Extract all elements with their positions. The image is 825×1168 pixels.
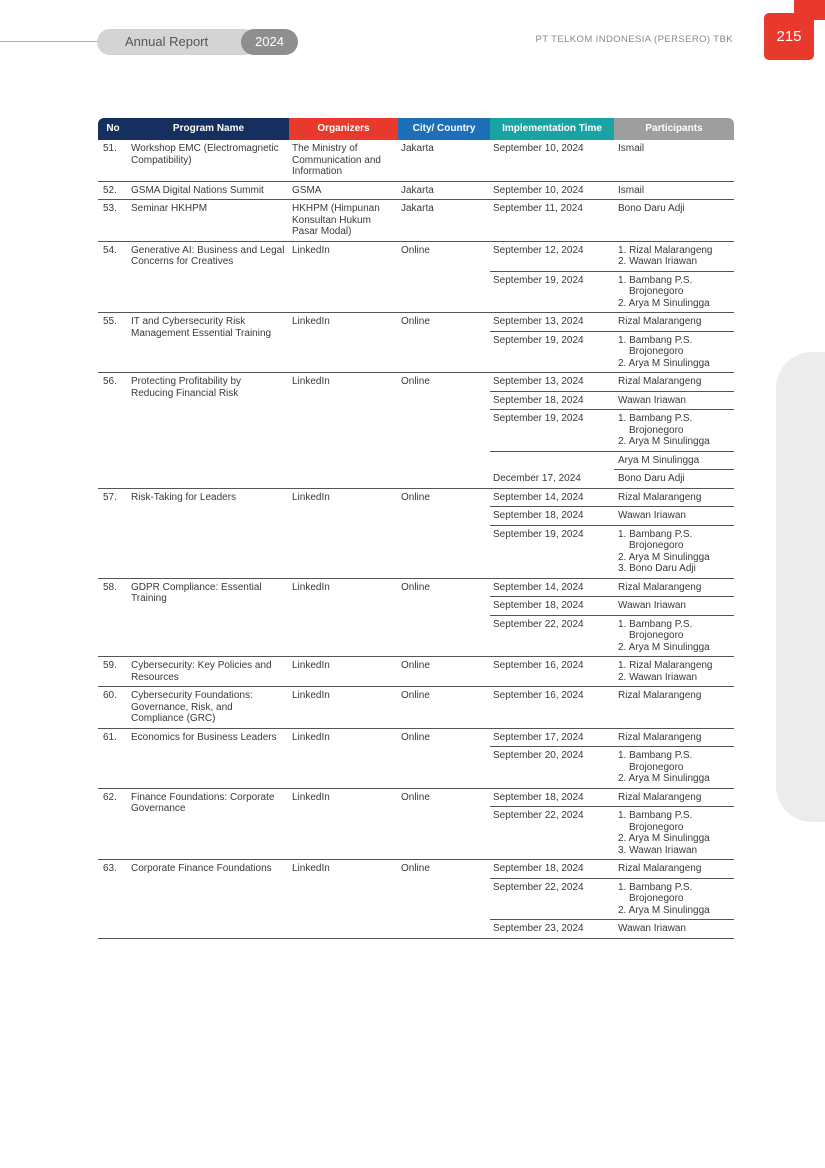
table-row	[98, 182, 734, 201]
participant-name: 3. Bono Daru Adji	[618, 563, 696, 574]
participants	[614, 392, 734, 411]
participants	[614, 200, 734, 242]
participant-name: Arya M Sinulingga	[618, 454, 700, 466]
report-year: 2024	[241, 29, 298, 55]
participants	[614, 182, 734, 201]
participants	[614, 597, 734, 616]
city-country: Jakarta	[398, 200, 490, 242]
city-country: Online	[398, 313, 490, 373]
program-name: Economics for Business Leaders	[128, 729, 289, 789]
program-name: Finance Foundations: Corporate Governance	[128, 789, 289, 861]
header-organizers: Organizers	[289, 118, 398, 140]
city-country: Online	[398, 579, 490, 658]
header-rule	[0, 41, 110, 42]
implementation-time: September 22, 2024	[490, 616, 614, 658]
participants	[614, 332, 734, 374]
city-country: Online	[398, 789, 490, 861]
participant-name: 1. Bambang P.S. Brojonegoro	[618, 274, 693, 297]
participant-name: 2. Arya M Sinulingga	[618, 436, 710, 447]
participant-name: Wawan Iriawan	[618, 510, 686, 521]
participant-name: 1. Bambang P.S. Brojonegoro	[618, 618, 693, 641]
training-table	[98, 118, 734, 939]
organizer: LinkedIn	[289, 657, 398, 687]
participant-name: 1. Bambang P.S. Brojonegoro	[618, 810, 693, 833]
organizer: GSMA	[289, 182, 398, 201]
row-number: 63.	[98, 860, 128, 939]
participant-name: 2. Wawan Iriawan	[618, 256, 698, 267]
table-row	[98, 313, 734, 332]
city-country: Jakarta	[398, 140, 490, 182]
program-name: GDPR Compliance: Essential Training	[128, 579, 289, 658]
participants	[614, 373, 734, 392]
participant-name: Rizal Malarangeng	[618, 690, 702, 701]
organizer: LinkedIn	[289, 313, 398, 373]
participant-name: 2. Arya M Sinulingga	[618, 551, 710, 563]
page-number: 215	[764, 13, 814, 60]
participants	[614, 470, 734, 489]
participants	[614, 807, 734, 860]
city-country: Online	[398, 860, 490, 939]
participant-name: Rizal Malarangeng	[618, 376, 702, 387]
table-body	[98, 140, 734, 939]
city-country: Online	[398, 373, 490, 489]
implementation-time: September 19, 2024	[490, 410, 614, 452]
program-name: GSMA Digital Nations Summit	[128, 182, 289, 201]
program-name: Corporate Finance Foundations	[128, 860, 289, 939]
participants	[614, 452, 734, 471]
participant-name: 1. Rizal Malarangeng	[618, 660, 713, 671]
participants	[614, 410, 734, 452]
city-country: Online	[398, 489, 490, 579]
row-number: 57.	[98, 489, 128, 579]
table-row	[98, 489, 734, 508]
city-country: Online	[398, 242, 490, 314]
city-country: Online	[398, 729, 490, 789]
header-city-country: City/ Country	[398, 118, 490, 140]
organizer: LinkedIn	[289, 687, 398, 729]
annual-report-label: Annual Report	[97, 29, 257, 55]
city-country: Online	[398, 687, 490, 729]
row-number: 61.	[98, 729, 128, 789]
program-name: Cybersecurity Foundations: Governance, Risk, and Compliance (GRC)	[128, 687, 289, 729]
implementation-time: September 18, 2024	[490, 392, 614, 411]
implementation-time: September 16, 2024	[490, 687, 614, 729]
implementation-time: September 10, 2024	[490, 140, 614, 182]
participants	[614, 489, 734, 508]
implementation-time: September 20, 2024	[490, 747, 614, 789]
implementation-time: September 18, 2024	[490, 507, 614, 526]
participant-name: 1. Bambang P.S. Brojonegoro	[618, 413, 693, 436]
row-number: 52.	[98, 182, 128, 201]
participants	[614, 272, 734, 314]
row-number: 56.	[98, 373, 128, 489]
participants	[614, 507, 734, 526]
city-country: Online	[398, 657, 490, 687]
participant-name: Rizal Malarangeng	[618, 316, 702, 327]
organizer: LinkedIn	[289, 489, 398, 579]
participant-name: Ismail	[618, 184, 645, 196]
participants	[614, 687, 734, 729]
implementation-time: September 19, 2024	[490, 332, 614, 374]
participant-name: 2. Arya M Sinulingga	[618, 641, 710, 653]
implementation-time: September 18, 2024	[490, 860, 614, 879]
participants	[614, 920, 734, 939]
participant-name: Rizal Malarangeng	[618, 581, 702, 593]
implementation-time: September 19, 2024	[490, 272, 614, 314]
participant-name: Rizal Malarangeng	[618, 791, 702, 803]
participants	[614, 526, 734, 579]
participants	[614, 242, 734, 272]
program-name: Seminar HKHPM	[128, 200, 289, 242]
participant-name: Rizal Malarangeng	[618, 731, 702, 743]
implementation-time: September 11, 2024	[490, 200, 614, 242]
participant-name: 2. Arya M Sinulingga	[618, 297, 710, 309]
implementation-time: September 17, 2024	[490, 729, 614, 748]
organizer: LinkedIn	[289, 729, 398, 789]
participants	[614, 140, 734, 182]
implementation-time: September 16, 2024	[490, 657, 614, 687]
header-participants: Participants	[614, 118, 734, 140]
table-row	[98, 657, 734, 687]
program-name: Risk-Taking for Leaders	[128, 489, 289, 579]
implementation-time: September 14, 2024	[490, 489, 614, 508]
row-number: 60.	[98, 687, 128, 729]
implementation-time: September 13, 2024	[490, 373, 614, 392]
implementation-time: September 13, 2024	[490, 313, 614, 332]
implementation-time: September 22, 2024	[490, 879, 614, 921]
participant-name: Bono Daru Adji	[618, 473, 685, 484]
header-implementation-time: Implementation Time	[490, 118, 614, 140]
row-number: 53.	[98, 200, 128, 242]
table-row	[98, 860, 734, 879]
participant-name: 1. Bambang P.S. Brojonegoro	[618, 528, 693, 551]
participant-name: 1. Bambang P.S. Brojonegoro	[618, 334, 693, 357]
participants	[614, 657, 734, 687]
header-program-name: Program Name	[128, 118, 289, 140]
row-number: 51.	[98, 140, 128, 182]
table-row	[98, 789, 734, 808]
implementation-time: September 19, 2024	[490, 526, 614, 579]
participant-name: 3. Wawan Iriawan	[618, 844, 698, 856]
participants	[614, 747, 734, 789]
implementation-time: September 10, 2024	[490, 182, 614, 201]
header-no: No	[98, 118, 128, 140]
participant-name: Wawan Iriawan	[618, 394, 686, 406]
participant-name: 2. Arya M Sinulingga	[618, 357, 710, 369]
program-name: IT and Cybersecurity Risk Management Essential Training	[128, 313, 289, 373]
participant-name: 2. Arya M Sinulingga	[618, 773, 710, 784]
implementation-time: December 17, 2024	[490, 470, 614, 489]
implementation-time: September 22, 2024	[490, 807, 614, 860]
implementation-time: September 18, 2024	[490, 597, 614, 616]
implementation-time: September 14, 2024	[490, 579, 614, 598]
implementation-time	[490, 452, 614, 471]
implementation-time: September 12, 2024	[490, 242, 614, 272]
city-country: Jakarta	[398, 182, 490, 201]
row-number: 59.	[98, 657, 128, 687]
participant-name: Bono Daru Adji	[618, 203, 685, 214]
participant-name: 1. Rizal Malarangeng	[618, 244, 713, 256]
participant-name: 2. Arya M Sinulingga	[618, 833, 710, 844]
row-number: 55.	[98, 313, 128, 373]
table-row	[98, 140, 734, 182]
participant-name: 1. Bambang P.S. Brojonegoro	[618, 881, 693, 904]
participant-name: Ismail	[618, 143, 645, 154]
row-number: 62.	[98, 789, 128, 861]
program-name: Generative AI: Business and Legal Concerns for Creatives	[128, 242, 289, 314]
participants	[614, 579, 734, 598]
row-number: 58.	[98, 579, 128, 658]
organizer: LinkedIn	[289, 373, 398, 489]
participants	[614, 860, 734, 879]
organizer: LinkedIn	[289, 579, 398, 658]
organizer: LinkedIn	[289, 242, 398, 314]
participant-name: Rizal Malarangeng	[618, 491, 702, 503]
participant-name: Wawan Iriawan	[618, 923, 686, 934]
organizer: The Ministry of Communication and Information	[289, 140, 398, 182]
participants	[614, 616, 734, 658]
participant-name: Wawan Iriawan	[618, 600, 686, 611]
participants	[614, 879, 734, 921]
table-row	[98, 579, 734, 598]
participant-name: 1. Bambang P.S. Brojonegoro	[618, 750, 693, 773]
implementation-time: September 23, 2024	[490, 920, 614, 939]
table-header-row	[98, 118, 734, 140]
participant-name: Rizal Malarangeng	[618, 863, 702, 874]
organizer: LinkedIn	[289, 789, 398, 861]
program-name: Workshop EMC (Electromagnetic Compatibility)	[128, 140, 289, 182]
side-tab	[776, 352, 825, 822]
organizer: HKHPM (Himpunan Konsultan Hukum Pasar Modal)	[289, 200, 398, 242]
row-number: 54.	[98, 242, 128, 314]
company-name: PT TELKOM INDONESIA (PERSERO) TBK	[535, 34, 733, 45]
program-name: Protecting Profitability by Reducing Financial Risk	[128, 373, 289, 489]
organizer: LinkedIn	[289, 860, 398, 939]
program-name: Cybersecurity: Key Policies and Resources	[128, 657, 289, 687]
table-row	[98, 373, 734, 392]
table-row	[98, 687, 734, 729]
table-row	[98, 242, 734, 272]
table-row	[98, 200, 734, 242]
participants	[614, 789, 734, 808]
participants	[614, 313, 734, 332]
implementation-time: September 18, 2024	[490, 789, 614, 808]
table-row	[98, 729, 734, 748]
participant-name: 2. Arya M Sinulingga	[618, 904, 710, 916]
participants	[614, 729, 734, 748]
participant-name: 2. Wawan Iriawan	[618, 671, 698, 683]
